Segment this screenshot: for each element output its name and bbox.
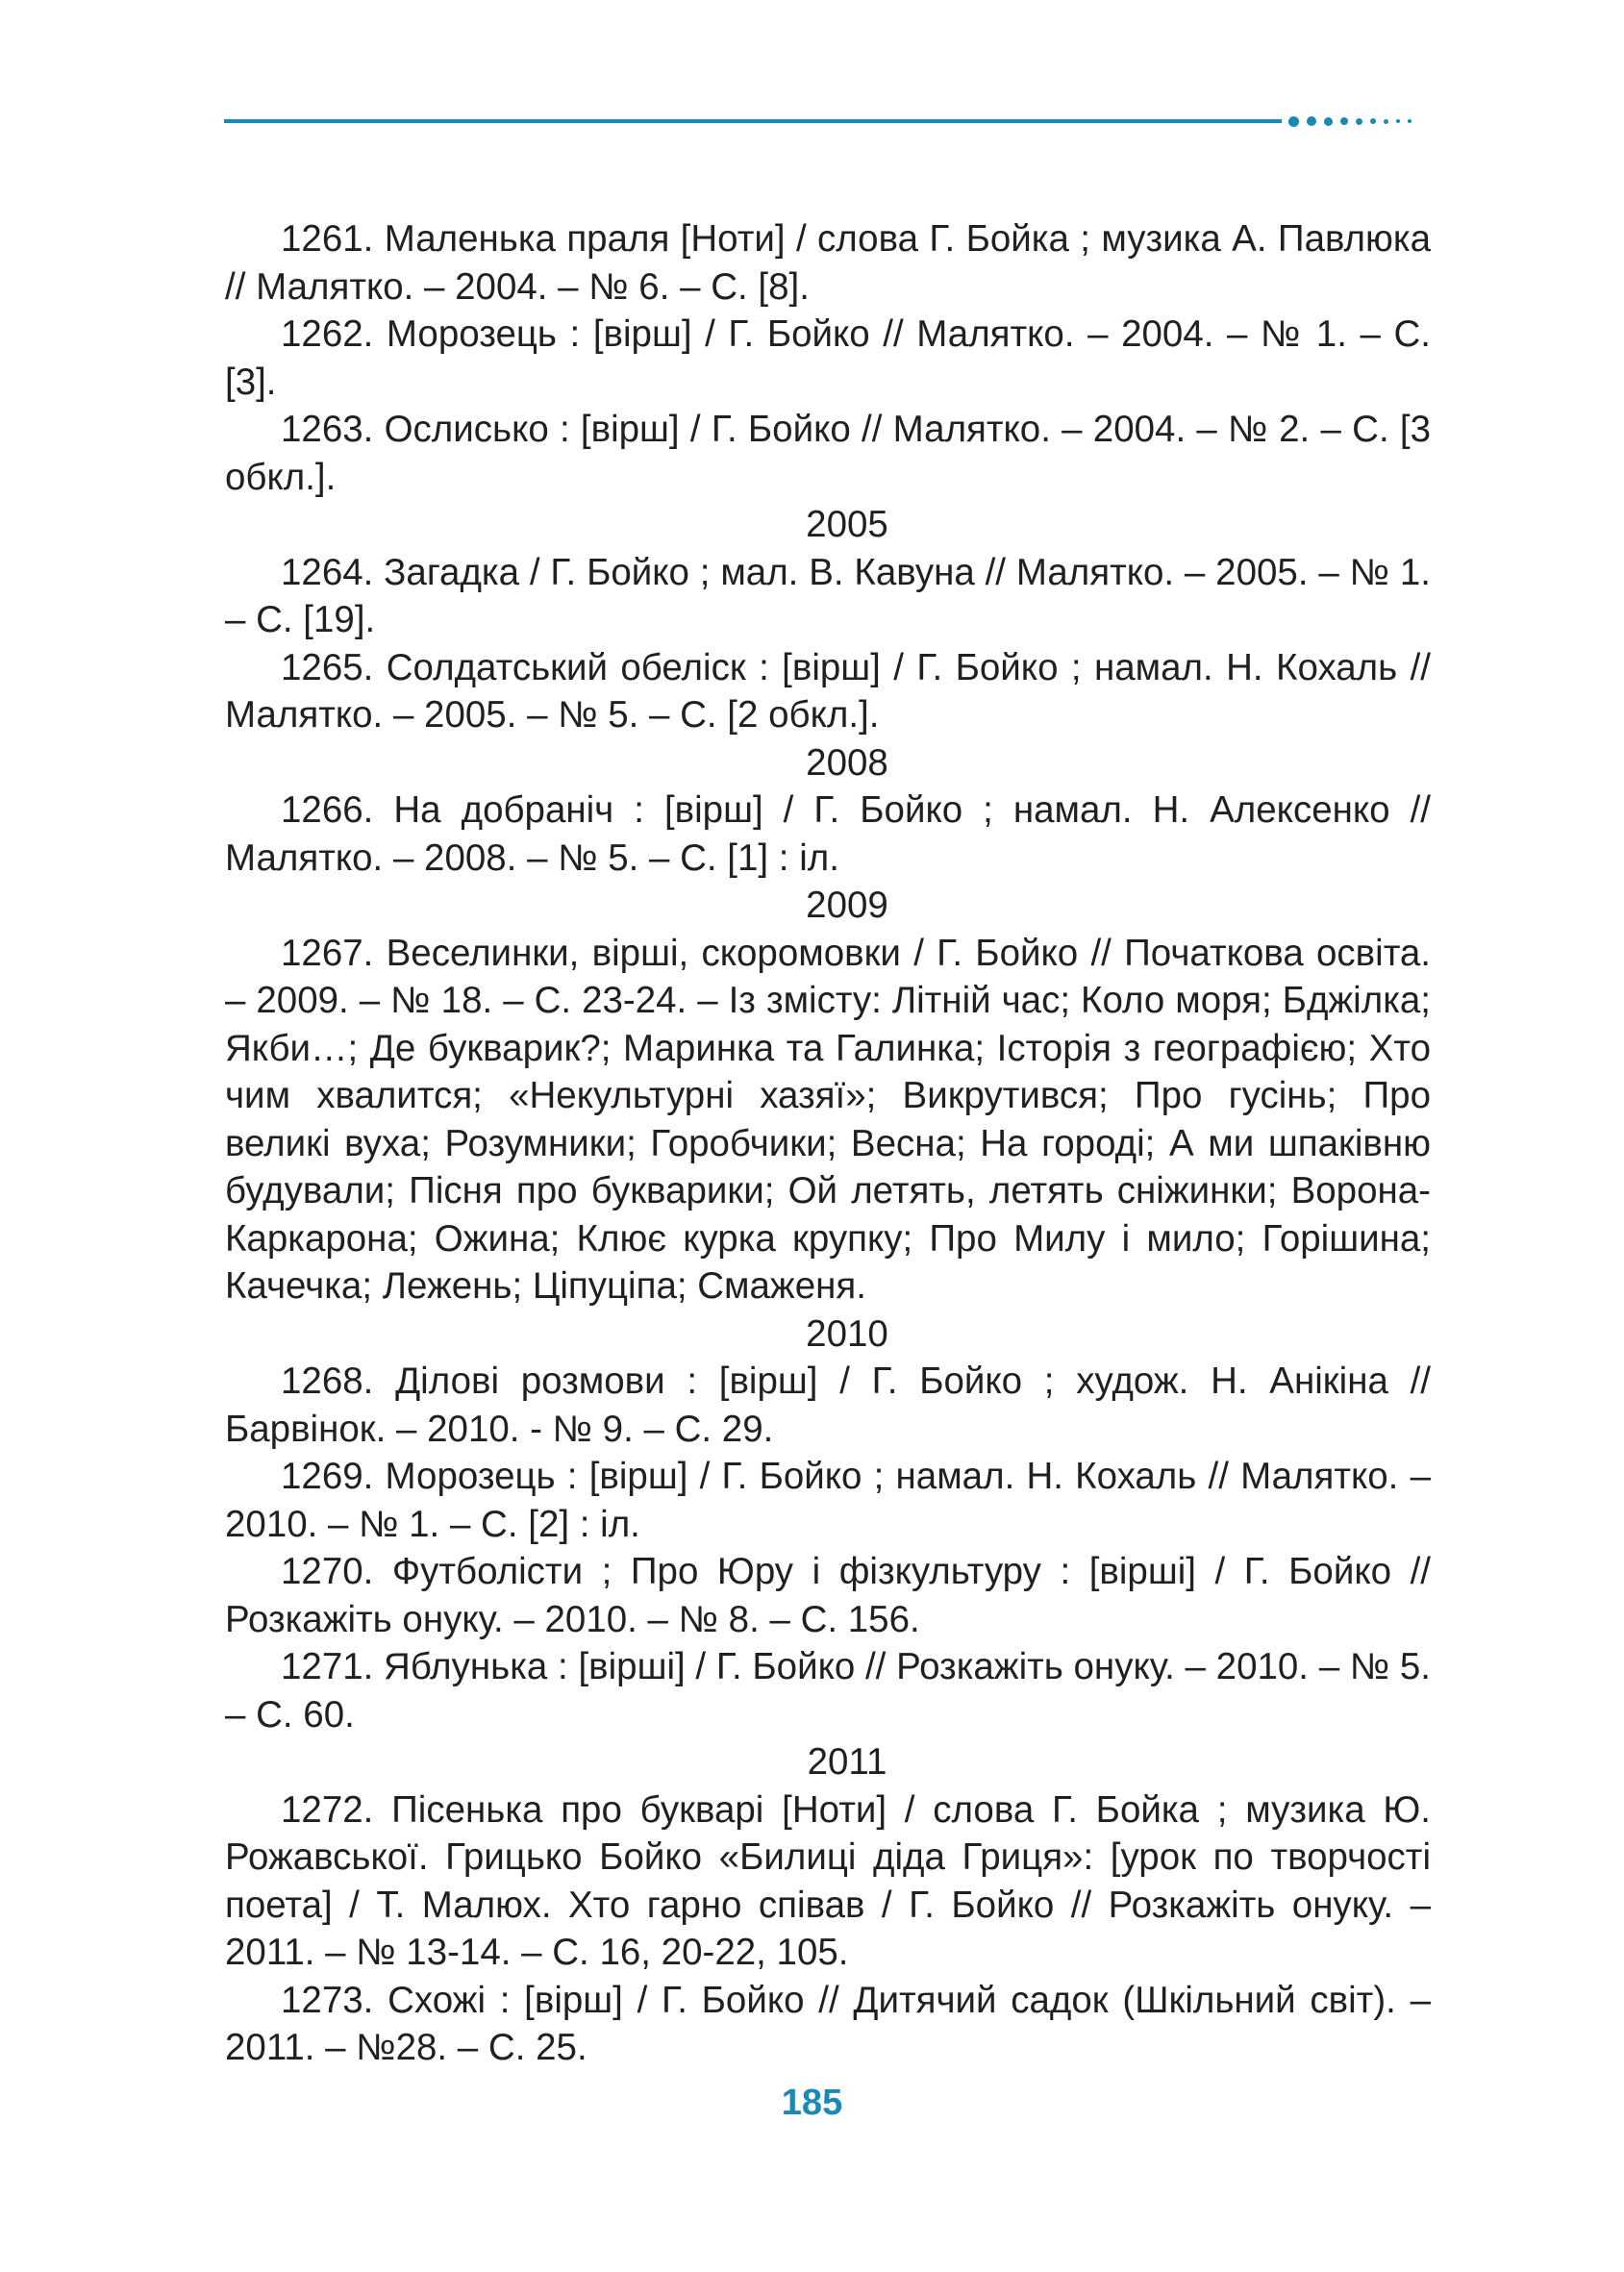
bibliography-entry: 1263. Ослисько : [вірш] / Г. Бойко // Малятко. – 2004. – № 2. – С. [3 обкл.]. bbox=[225, 409, 1431, 498]
bibliography-entry: 1269. Морозець : [вірш] / Г. Бойко ; намал. Н. Кохаль // Малятко. – 2010. – № 1. – С. [2] : іл. bbox=[225, 1456, 1431, 1545]
year-heading: 2009 bbox=[806, 885, 888, 926]
bibliography-entry: 1262. Морозець : [вірш] / Г. Бойко // Малятко. – 2004. – № 1. – С. [3]. bbox=[225, 313, 1431, 403]
bibliography-entry: 1265. Солдатський обеліск : [вірш] / Г. Бойко ; намал. Н. Кохаль // Малятко. – 2005. – № 5. – С. [2 обкл.]. bbox=[225, 646, 1431, 736]
bibliography-list bbox=[225, 215, 1431, 2072]
bibliography-entry: 1267. Веселинки, вірші, скоромовки / Г. Бойко // Початкова освіта. – 2009. – № 18. – С. 23-24. – Із змісту: Літній час; Коло моря; Бджілка; Якби…; Де букварик?; Маринка та Галинка; Історія з географією; Хто чим хвалится; «Некультурні хазяї»; Викрутився; Про гусінь; Про великі вуха; Розумники; Горобчики; Весна; На городі; А ми шпаківню будували; Пісня про букварики; Ой летять, летять сніжинки; Ворона-Каркарона; Ожина; Клює курка крупку; Про Милу і мило; Горішина; Качечка; Лежень; Ціпуціпа; Смаженя. bbox=[225, 932, 1431, 1307]
page-number: 185 bbox=[781, 2083, 843, 2123]
bibliography-entry: 1261. Маленька праля [Ноти] / слова Г. Бойка ; музика А. Павлюка // Малятко. – 2004. – № 6. – С. [8]. bbox=[225, 218, 1431, 308]
year-heading: 2008 bbox=[806, 741, 888, 784]
bibliography-entry: 1271. Яблунька : [вірші] / Г. Бойко // Розкажіть онуку. – 2010. – № 5. – С. 60. bbox=[225, 1646, 1431, 1735]
bibliography-entry: 1273. Схожі : [вірш] / Г. Бойко // Дитячий садок (Шкільний світ). – 2011. – №28. – С. 25. bbox=[225, 1979, 1431, 2068]
header-rule bbox=[224, 119, 1282, 123]
bibliography-entry: 1272. Пісенька про букварі [Ноти] / слова Г. Бойка ; музика Ю. Рожавської. Грицько Бойко «Билиці діда Гриця»: [урок по творчості поета] / Т. Малюх. Хто гарно співав / Г. Бойко // Розкажіть онуку. – 2011. – № 13-14. – С. 16, 20-22, 105. bbox=[225, 1788, 1431, 1973]
bibliography-entry: 1266. На добраніч : [вірш] / Г. Бойко ; намал. Н. Алексенко // Малятко. – 2008. – № 5. – С. [1] : іл. bbox=[225, 789, 1431, 879]
bibliography-entry: 1268. Ділові розмови : [вірш] / Г. Бойко ; худож. Н. Анікіна // Барвінок. – 2010. - № 9. – С. 29. bbox=[225, 1361, 1431, 1450]
bibliography-entry: 1270. Футболісти ; Про Юру і фізкультуру : [вірші] / Г. Бойко // Розкажіть онуку. – 2010. – № 8. – С. 156. bbox=[225, 1551, 1431, 1640]
year-heading: 2005 bbox=[806, 504, 888, 545]
year-heading: 2011 bbox=[807, 1741, 887, 1783]
bibliography-entry: 1264. Загадка / Г. Бойко ; мал. В. Кавуна // Малятко. – 2005. – № 1. – С. [19]. bbox=[225, 551, 1431, 640]
year-heading: 2010 bbox=[806, 1312, 888, 1355]
header-dots-ornament bbox=[1288, 113, 1419, 129]
